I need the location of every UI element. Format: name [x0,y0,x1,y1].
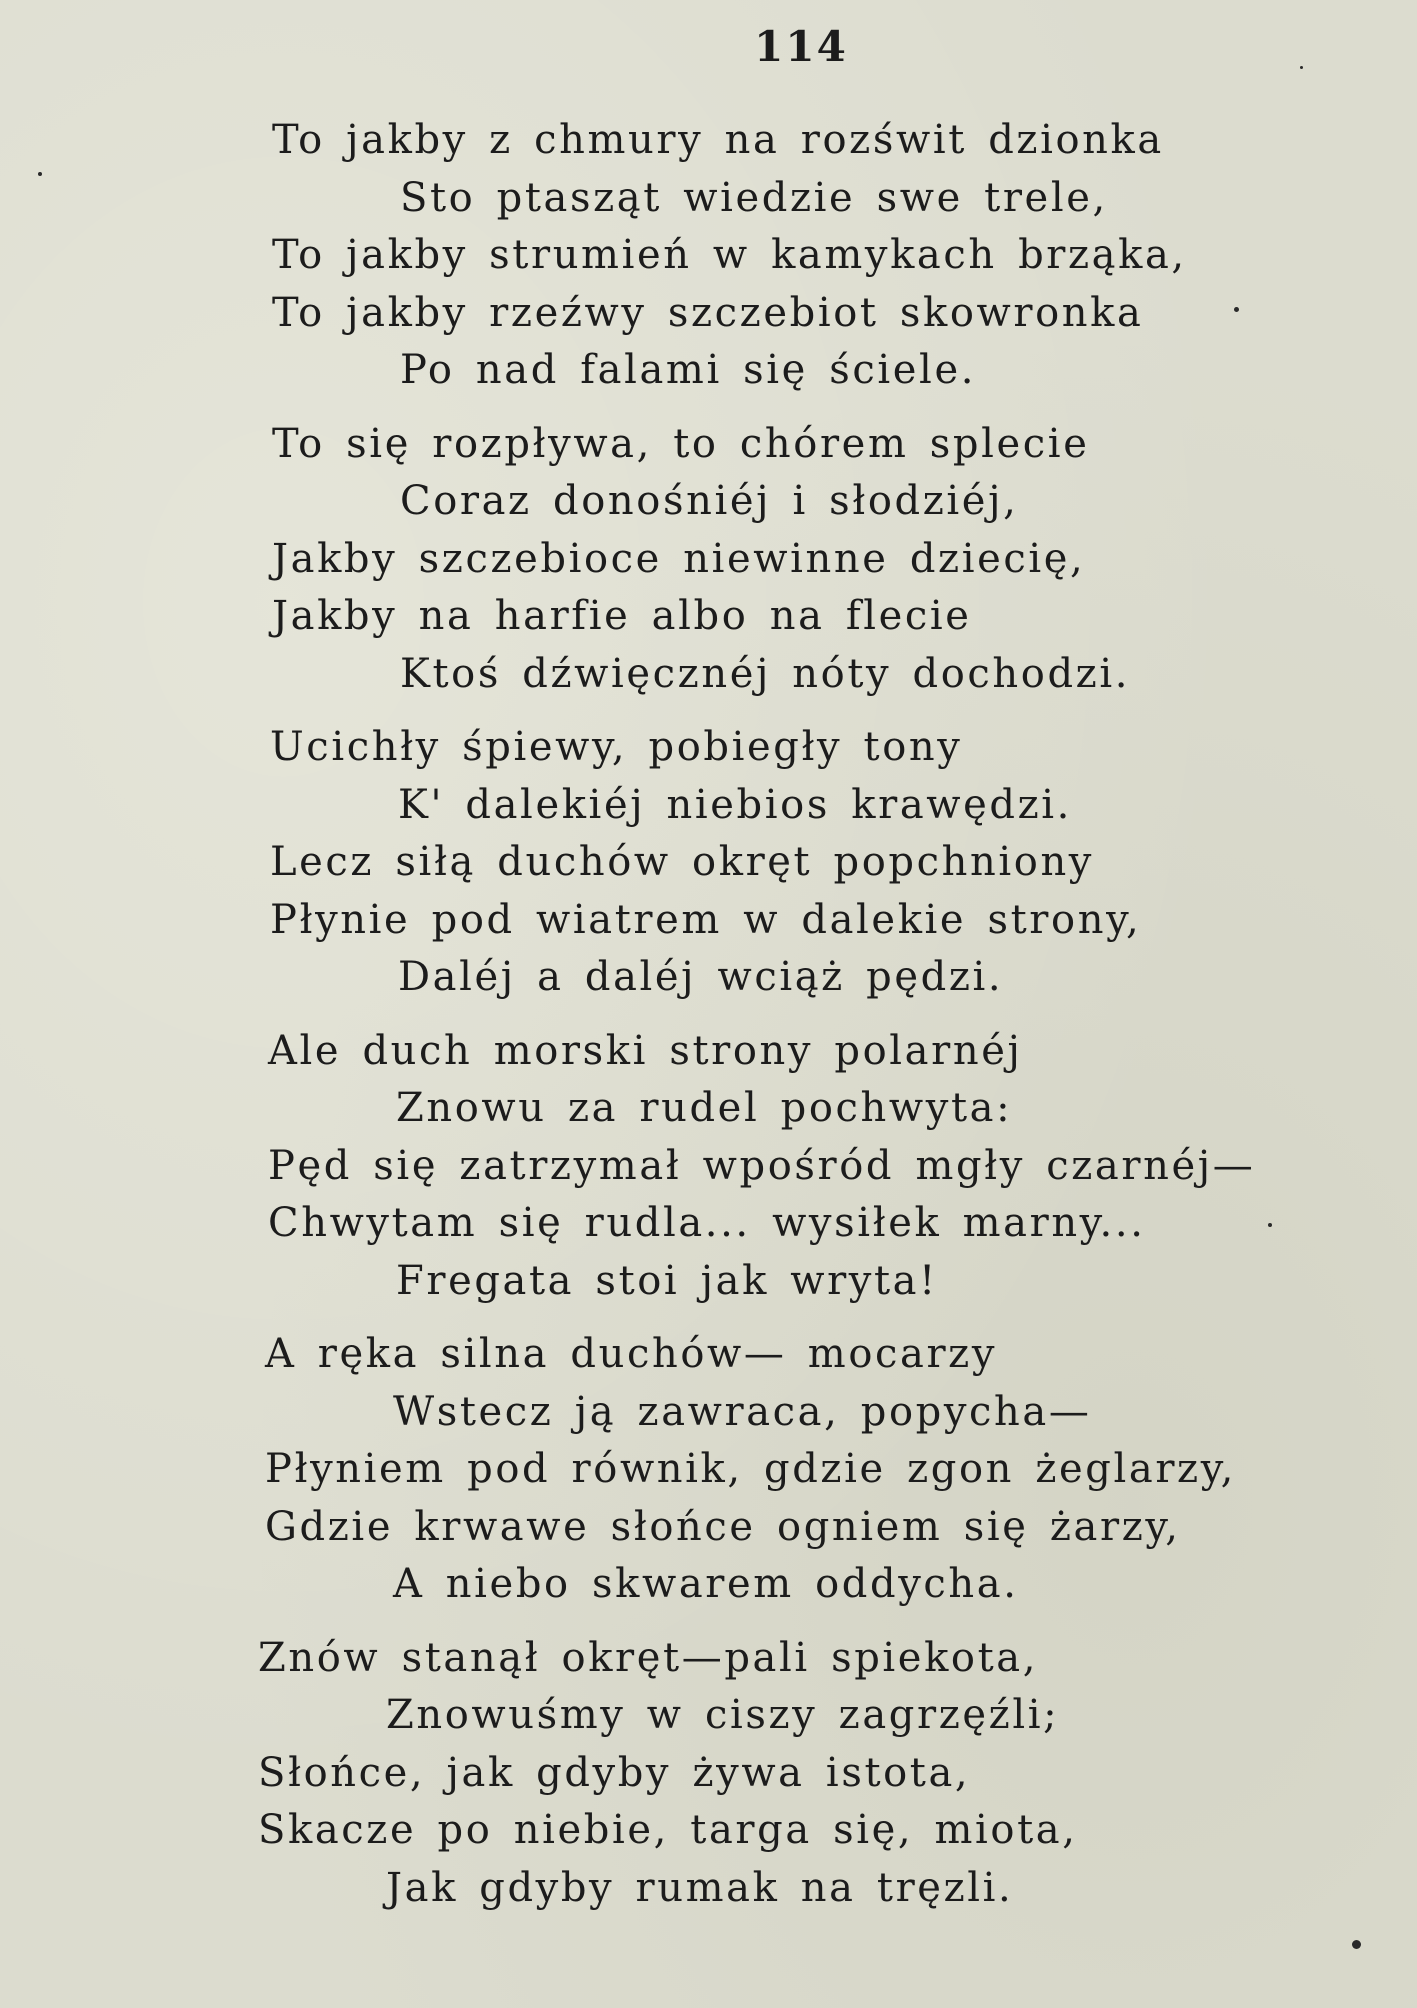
verse-line: To się rozpływa, to chórem splecie [272,420,1090,467]
print-speck [1300,66,1303,69]
print-speck [38,172,42,176]
poem [0,112,1417,1933]
verse-line: Lecz siłą duchów okręt popchniony [270,839,1094,885]
verse-line-indented: Daléj a daléj wciąż pędzi. [398,954,1004,1000]
stanza [0,1023,1417,1311]
verse-line: Jakby szczebioce niewinne dziecię, [272,535,1086,582]
verse-line: Słońce, jak gdyby żywa istota, [258,1749,971,1796]
verse-line: Płynie pod wiatrem w dalekie strony, [270,896,1142,943]
verse-line-indented: Coraz donośniéj i słodziéj, [400,478,1019,524]
verse-line: Skacze po niebie, targa się, miota, [258,1807,1078,1853]
verse-line: To jakby z chmury na rozświt dzionka [272,117,1164,163]
verse-line-indented: Ktoś dźwięcznéj nóty dochodzi. [400,650,1131,697]
verse-line: To jakby rzeźwy szczebiot skowronka [272,289,1144,336]
verse-line: Pęd się zatrzymał wpośród mgły czarnéj— [268,1142,1256,1189]
print-speck [1352,1940,1361,1949]
verse-line-indented: Znowu za rudel pochwyta: [396,1085,1013,1131]
print-speck [1268,1223,1272,1227]
print-speck [1234,307,1239,312]
verse-line: Płyniem pod równik, gdzie zgon żeglarzy, [265,1446,1236,1492]
verse-line: A ręka silna duchów— mocarzy [265,1331,998,1377]
verse-line-indented: Wstecz ją zawraca, popycha— [393,1388,1092,1435]
verse-line: Gdzie krwawe słońce ogniem się żarzy, [265,1503,1181,1550]
verse-line: Ale duch morski strony polarnéj [268,1027,1023,1074]
verse-line-indented: A niebo skwarem oddycha. [393,1561,1019,1607]
stanza [0,416,1417,704]
verse-line: Znów stanął okręt—pali spiekota, [258,1634,1039,1681]
verse-line-indented: Po nad falami się ściele. [400,347,977,393]
verse-line: Chwytam się rudla... wysiłek marny... [268,1200,1146,1246]
verse-line-indented: K' dalekiéj niebios krawędzi. [398,781,1072,828]
verse-line: To jakby strumień w kamykach brząka, [272,232,1187,278]
verse-line: Ucichły śpiewy, pobiegły tony [270,724,963,770]
verse-line: Jakby na harfie albo na flecie [272,593,972,639]
verse-line-indented: Jak gdyby rumak na tręzli. [386,1864,1014,1911]
stanza [0,1630,1417,1918]
verse-line-indented: Znowuśmy w ciszy zagrzęźli; [386,1692,1060,1738]
stanza [0,1326,1417,1614]
stanza [0,112,1417,400]
page-number: 114 [754,22,848,71]
verse-line-indented: Fregata stoi jak wryta! [396,1257,938,1304]
verse-line-indented: Sto ptasząt wiedzie swe trele, [400,174,1108,221]
stanza [0,719,1417,1007]
